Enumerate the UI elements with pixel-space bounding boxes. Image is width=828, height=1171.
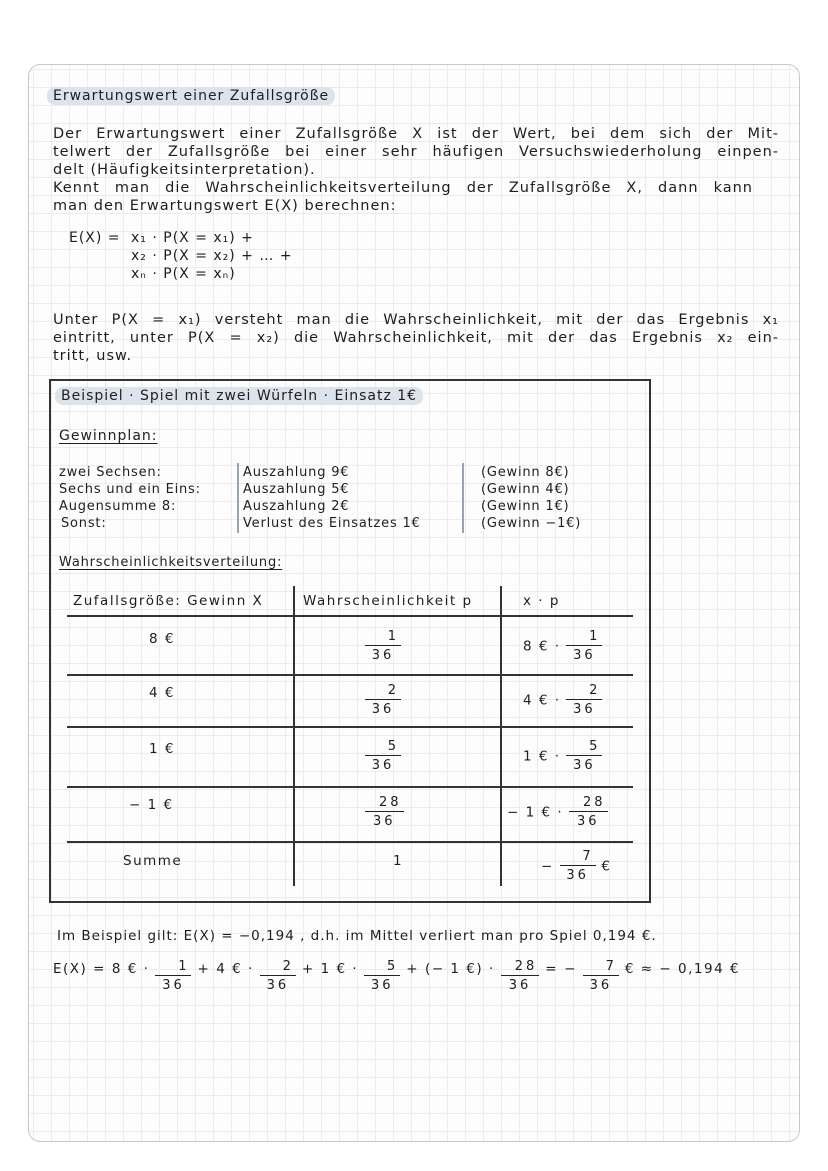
calc-term-prefix: (− 1 €) · xyxy=(425,961,495,977)
example-box xyxy=(49,379,651,903)
calc-operator: + xyxy=(301,961,315,977)
fraction-denominator: 36 xyxy=(371,648,395,663)
gewinnplan-gain: (Gewinn 1€) xyxy=(481,499,570,514)
fraction-denominator: 36 xyxy=(573,758,596,773)
fraction-numerator: 1 xyxy=(566,629,602,646)
gewinnplan-gain: (Gewinn 4€) xyxy=(481,482,570,497)
fraction-denominator: 36 xyxy=(576,814,600,829)
formula-line-3: xₙ · P(X = xₙ) xyxy=(131,266,236,282)
conclusion-text: Im Beispiel gilt: E(X) = −0,194 , d.h. im Mittel verliert man pro Spiel 0,194 €. xyxy=(57,928,657,944)
table-cell-x: 4 € xyxy=(149,685,175,701)
fraction-denominator: 36 xyxy=(589,978,613,993)
table-row-divider xyxy=(67,674,633,676)
table-cell-p xyxy=(365,795,404,830)
fraction-denominator: 36 xyxy=(566,868,589,883)
xp-prefix: 8 € · xyxy=(523,638,561,655)
page-title: Erwartungswert einer Zufallsgröße xyxy=(47,87,335,105)
calc-term-prefix: − xyxy=(564,961,577,977)
calc-term-prefix: 4 € · xyxy=(216,961,254,977)
calc-lhs: E(X) = xyxy=(53,961,106,977)
gewinnplan-case: zwei Sechsen: xyxy=(59,465,162,480)
table-cell-p xyxy=(365,739,401,774)
gewinnplan-payout: Auszahlung 9€ xyxy=(243,465,350,480)
table-cell-xp xyxy=(523,683,602,718)
fraction-numerator: 1 xyxy=(155,959,191,976)
formula-line-1: x₁ · P(X = x₁) + xyxy=(131,230,254,246)
calc-operator: + xyxy=(197,961,211,977)
gewinnplan-gain: (Gewinn −1€) xyxy=(481,516,582,531)
gewinnplan-case: Augensumme 8: xyxy=(59,499,177,514)
table-cell-x: 1 € xyxy=(149,741,175,757)
table-row-divider xyxy=(67,726,633,728)
xp-prefix: 4 € · xyxy=(523,692,561,709)
intro-line: man den Erwartungswert E(X) berechnen: xyxy=(53,198,397,214)
table-cell-xp xyxy=(523,739,602,774)
gewinnplan-payout: Auszahlung 5€ xyxy=(243,482,350,497)
fraction-numerator: 5 xyxy=(365,739,401,756)
fraction-denominator: 36 xyxy=(370,978,394,993)
fraction-numerator: 2 xyxy=(260,959,296,976)
fraction-denominator: 36 xyxy=(573,648,596,663)
table-sum-xp xyxy=(541,849,612,884)
calc-operator: + xyxy=(406,961,420,977)
fraction-denominator: 36 xyxy=(266,978,290,993)
fraction-numerator: 2 xyxy=(566,683,602,700)
calc-operator: = xyxy=(545,961,559,977)
table-cell-p xyxy=(365,629,401,664)
formula-line-2: x₂ · P(X = x₂) + … + xyxy=(131,248,293,264)
distribution-label: Wahrscheinlichkeitsverteilung: xyxy=(59,555,283,570)
fraction-numerator: 2 xyxy=(365,683,401,700)
fraction-numerator: 28 xyxy=(365,795,404,812)
fraction-numerator: 28 xyxy=(501,959,540,976)
fraction-numerator: 1 xyxy=(365,629,401,646)
fraction-denominator: 36 xyxy=(371,702,395,717)
table-cell-x: 8 € xyxy=(149,631,175,647)
table-header: Zufallsgröße: Gewinn X xyxy=(73,593,264,609)
example-heading: Beispiel · Spiel mit zwei Würfeln · Einsatz 1€ xyxy=(55,387,423,405)
table-cell-x: − 1 € xyxy=(129,797,174,813)
calculation-line xyxy=(53,959,740,994)
gewinnplan-case: Sechs und ein Eins: xyxy=(59,482,201,497)
fraction-numerator: 5 xyxy=(364,959,400,976)
intro-paragraph xyxy=(53,125,779,215)
calc-term-prefix: 8 € · xyxy=(111,961,150,977)
xp-prefix: − 1 € · xyxy=(507,804,564,821)
gewinnplan-gain: (Gewinn 8€) xyxy=(481,465,570,480)
fraction-numerator: 7 xyxy=(583,959,619,976)
explanation-line: tritt, usw. xyxy=(53,348,133,364)
intro-line: delt (Häufigkeitsinterpretation). xyxy=(53,162,316,178)
intro-line: telwert der Zufallsgröße bei einer sehr häufigen Versuchswiederholung einpen- xyxy=(53,144,779,160)
fraction-denominator: 36 xyxy=(508,978,532,993)
table-header: x · p xyxy=(523,593,560,609)
explanation-paragraph xyxy=(53,311,779,365)
gewinnplan-label: Gewinnplan: xyxy=(59,428,158,444)
gewinnplan-divider xyxy=(237,463,239,533)
fraction-numerator: 5 xyxy=(566,739,602,756)
fraction-numerator: 28 xyxy=(569,795,608,812)
fraction-denominator: 36 xyxy=(573,702,596,717)
calc-result: € ≈ − 0,194 € xyxy=(624,961,741,977)
explanation-line: Unter P(X = x₁) versteht man die Wahrscheinlichkeit, mit der das Ergebnis x₁ xyxy=(53,312,779,328)
table-cell-xp xyxy=(507,795,608,830)
fraction-denominator: 36 xyxy=(373,814,396,829)
gewinnplan-payout: Auszahlung 2€ xyxy=(243,499,350,514)
fraction-numerator: 7 xyxy=(560,849,596,866)
intro-line: Der Erwartungswert einer Zufallsgröße X ist der Wert, bei dem sich der Mit- xyxy=(53,126,779,142)
table-row-divider xyxy=(67,786,633,788)
fraction-denominator: 36 xyxy=(371,758,395,773)
xp-prefix: − xyxy=(541,858,554,875)
calc-term-prefix: 1 € · xyxy=(320,961,359,977)
formula-lhs: E(X) = xyxy=(69,230,121,246)
table-row-divider xyxy=(67,615,633,617)
xp-suffix: € xyxy=(601,858,612,875)
fraction-denominator: 36 xyxy=(162,978,185,993)
table-sum-label: Summe xyxy=(123,853,183,869)
table-header: Wahrscheinlichkeit p xyxy=(303,593,473,609)
explanation-line: eintritt, unter P(X = x₂) die Wahrscheinlichkeit, mit der das Ergebnis x₂ ein- xyxy=(53,330,779,346)
table-cell-xp xyxy=(523,629,602,664)
table-row-divider xyxy=(67,841,633,843)
intro-line: Kennt man die Wahrscheinlichkeitsverteilung der Zufallsgröße X, dann kann xyxy=(53,180,753,196)
xp-prefix: 1 € · xyxy=(523,748,561,765)
gewinnplan-case: Sonst: xyxy=(61,516,107,531)
gewinnplan-divider xyxy=(462,463,464,533)
table-sum-p: 1 xyxy=(393,853,404,869)
gewinnplan-payout: Verlust des Einsatzes 1€ xyxy=(243,516,421,531)
notebook-page xyxy=(28,64,800,1142)
table-cell-p xyxy=(365,683,401,718)
